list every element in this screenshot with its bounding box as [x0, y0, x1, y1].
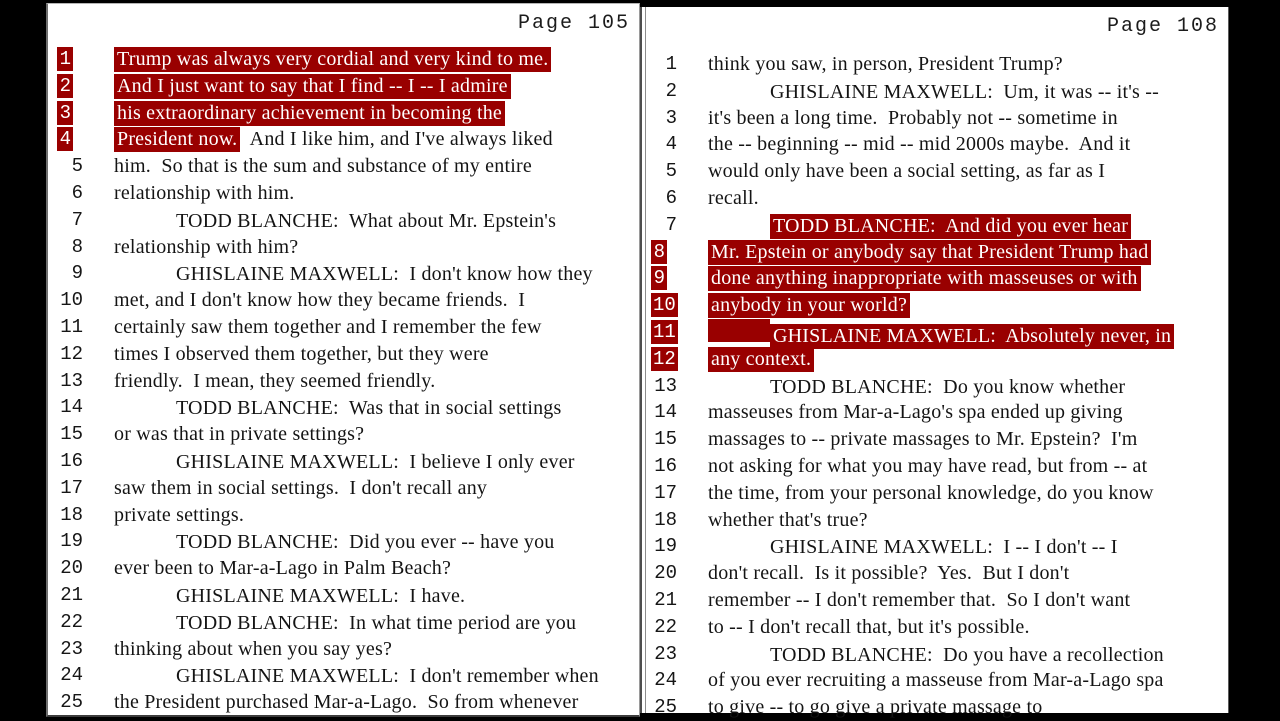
transcript-line — [642, 641, 1228, 668]
line-text — [708, 560, 1069, 587]
line-text — [114, 368, 435, 395]
line-number: 22 — [654, 615, 677, 638]
line-text — [708, 265, 1141, 292]
highlighted-text-segment: TODD BLANCHE: And did you ever hear — [770, 214, 1131, 239]
transcript-line — [642, 131, 1228, 158]
line-number: 19 — [654, 535, 677, 558]
transcript-line — [48, 314, 639, 341]
transcript-page-108 — [640, 7, 1229, 719]
transcript-line — [642, 185, 1228, 212]
transcript-line — [642, 292, 1228, 319]
text-segment: massages to -- private massages to Mr. Epstein? I'm — [708, 428, 1138, 451]
line-number: 15 — [654, 428, 677, 451]
transcript-line — [48, 126, 639, 153]
line-number: 2 — [665, 79, 677, 102]
text-segment: not asking for what you may have read, but from -- at — [708, 454, 1148, 477]
transcript-line — [48, 207, 639, 234]
line-text — [114, 448, 575, 476]
line-text — [708, 533, 1118, 561]
text-segment: GHISLAINE MAXWELL: I believe I only ever — [176, 450, 575, 473]
transcript-line — [48, 582, 639, 609]
line-text — [114, 609, 576, 637]
line-number: 1 — [665, 53, 677, 75]
text-segment: of you ever recruiting a masseuse from Mar-a-Lago spa — [708, 669, 1164, 692]
transcript-line — [48, 475, 639, 502]
tab-indent — [114, 528, 176, 548]
line-number: 14 — [654, 401, 677, 424]
line-number: 25 — [654, 696, 677, 719]
text-segment: GHISLAINE MAXWELL: I don't remember when — [176, 665, 599, 688]
text-segment: GHISLAINE MAXWELL: Um, it was -- it's -- — [770, 80, 1159, 103]
transcript-line — [48, 234, 639, 261]
transcript-line — [642, 694, 1228, 721]
line-number: 18 — [60, 503, 83, 526]
line-text — [708, 346, 814, 373]
line-number: 7 — [665, 213, 677, 236]
text-segment: don't recall. Is it possible? Yes. But I don't — [708, 562, 1070, 585]
transcript-line — [642, 105, 1228, 132]
tab-indent — [708, 319, 770, 342]
transcript-line — [642, 667, 1228, 694]
line-text — [708, 399, 1123, 426]
transcript-line — [48, 368, 639, 395]
text-segment: to give -- to go give a private massage to — [708, 696, 1043, 719]
line-number: 24 — [60, 664, 83, 687]
transcript-line — [642, 51, 1228, 78]
line-number: 10 — [60, 289, 83, 312]
transcript-line — [642, 158, 1228, 185]
line-number: 21 — [60, 583, 83, 606]
line-text — [114, 153, 532, 180]
line-text — [114, 180, 295, 207]
text-segment: think you saw, in person, President Trump? — [708, 53, 1063, 75]
line-text — [114, 555, 451, 582]
highlighted-text-segment: done anything inappropriate with masseuses or with — [708, 266, 1141, 291]
line-text — [708, 694, 1042, 721]
page-number-header: Page 108 — [1106, 15, 1219, 38]
tab-indent — [114, 394, 176, 414]
text-segment: remember -- I don't remember that. So I don't want — [708, 588, 1131, 611]
transcript-line — [642, 533, 1228, 560]
line-text — [708, 614, 1030, 641]
text-segment: would only have been a social setting, as far as I — [708, 160, 1106, 183]
line-text — [708, 292, 910, 319]
line-number: 11 — [60, 315, 83, 338]
text-segment: the -- beginning -- mid -- mid 2000s maybe. And it — [708, 133, 1131, 156]
transcript-line — [642, 614, 1228, 641]
page-number-header: Page 105 — [517, 12, 630, 35]
transcript-line — [48, 287, 639, 314]
highlighted-text-segment: his extraordinary achievement in becoming the — [114, 101, 505, 126]
text-segment: ever been to Mar-a-Lago in Palm Beach? — [114, 557, 452, 580]
text-segment: masseuses from Mar-a-Lago's spa ended up giving — [708, 401, 1123, 424]
transcript-line — [642, 239, 1228, 266]
transcript-line — [48, 394, 639, 421]
text-segment: GHISLAINE MAXWELL: I don't know how they — [176, 263, 593, 286]
transcript-line — [48, 46, 639, 73]
line-number-highlighted: 11 — [653, 320, 676, 343]
line-number: 18 — [654, 508, 677, 531]
line-number: 6 — [71, 181, 83, 204]
line-number-highlighted: 10 — [653, 294, 676, 317]
tab-indent — [708, 78, 770, 98]
transcript-line — [48, 100, 639, 127]
line-number: 4 — [665, 133, 677, 156]
line-text — [114, 314, 542, 341]
text-segment: friendly. I mean, they seemed friendly. — [114, 369, 436, 392]
transcript-line — [48, 662, 639, 689]
line-text — [114, 46, 551, 73]
line-text — [114, 421, 364, 448]
text-segment: GHISLAINE MAXWELL: I -- I don't -- I — [770, 536, 1118, 559]
line-text — [114, 287, 525, 314]
line-text — [708, 507, 868, 534]
transcript-line — [642, 319, 1228, 346]
line-number: 21 — [654, 588, 677, 611]
text-segment: TODD BLANCHE: Was that in social settings — [176, 397, 562, 420]
text-segment: times I observed them together, but they were — [114, 342, 489, 365]
line-number: 3 — [665, 106, 677, 129]
line-number: 15 — [60, 423, 83, 446]
tab-indent — [114, 609, 176, 629]
text-segment: TODD BLANCHE: Do you know whether — [770, 375, 1126, 398]
line-number: 23 — [654, 642, 677, 665]
tab-indent — [708, 533, 770, 553]
highlighted-text-segment: Trump was always very cordial and very kind to me. — [114, 47, 551, 72]
highlighted-text-segment: anybody in your world? — [708, 293, 910, 318]
line-number: 12 — [60, 342, 83, 365]
highlighted-text-segment: And I just want to say that I find -- I -- I admire — [114, 74, 511, 99]
transcript-line — [642, 426, 1228, 453]
line-text — [708, 158, 1105, 185]
text-segment: relationship with him. — [114, 181, 295, 204]
transcript-lines — [642, 51, 1228, 721]
tab-indent — [114, 662, 176, 682]
transcript-line — [642, 346, 1228, 373]
transcript-line — [642, 480, 1228, 507]
text-segment: him. So that is the sum and substance of my entire — [114, 155, 532, 178]
transcript-line — [48, 689, 639, 716]
tab-indent — [708, 641, 770, 661]
transcript-line — [642, 265, 1228, 292]
text-segment: the time, from your personal knowledge, do you know — [708, 481, 1154, 504]
transcript-line — [48, 180, 639, 207]
transcript-line — [642, 453, 1228, 480]
text-segment: TODD BLANCHE: Did you ever -- have you — [176, 531, 555, 554]
line-text — [708, 587, 1130, 614]
highlighted-text-segment: GHISLAINE MAXWELL: Absolutely never, in — [770, 324, 1174, 349]
text-segment: TODD BLANCHE: What about Mr. Epstein's — [176, 209, 557, 232]
transcript-line — [642, 587, 1228, 614]
line-text — [114, 207, 556, 235]
line-text — [114, 502, 244, 529]
line-number: 16 — [654, 454, 677, 477]
transcript-page-105 — [46, 3, 640, 717]
line-text — [708, 105, 1118, 132]
text-segment: to -- I don't recall that, but it's possible. — [708, 615, 1030, 638]
line-text — [708, 239, 1151, 266]
line-text — [114, 100, 505, 127]
highlighted-text-segment: any context. — [708, 347, 814, 372]
transcript-line — [642, 212, 1228, 239]
text-segment: relationship with him? — [114, 235, 299, 258]
line-number: 13 — [60, 369, 83, 392]
line-text — [708, 51, 1063, 78]
transcript-line — [48, 73, 639, 100]
text-segment: GHISLAINE MAXWELL: I have. — [176, 584, 466, 607]
line-text — [708, 426, 1137, 453]
line-number: 19 — [60, 530, 83, 553]
line-number: 22 — [60, 610, 83, 633]
line-number: 17 — [60, 476, 83, 499]
transcript-line — [48, 636, 639, 663]
text-segment: saw them in social settings. I don't recall any — [114, 476, 488, 499]
line-text — [114, 260, 593, 288]
text-segment: TODD BLANCHE: Do you have a recollection — [770, 643, 1164, 666]
transcript-line — [48, 502, 639, 529]
line-text — [114, 475, 487, 502]
line-text — [708, 78, 1159, 106]
line-number-highlighted: 8 — [651, 240, 667, 264]
transcript-line — [642, 399, 1228, 426]
text-segment: private settings. — [114, 503, 245, 526]
line-text — [114, 394, 561, 422]
text-segment: certainly saw them together and I remember the few — [114, 315, 542, 338]
tab-indent — [114, 448, 176, 468]
line-text — [708, 185, 759, 212]
line-text — [114, 582, 465, 610]
line-text — [708, 480, 1154, 507]
line-text — [114, 126, 553, 153]
transcript-line — [48, 448, 639, 475]
transcript-line — [48, 153, 639, 180]
line-number: 16 — [60, 449, 83, 472]
tab-indent — [114, 207, 176, 227]
text-segment: it's been a long time. Probably not -- sometime in — [708, 106, 1118, 129]
line-number: 8 — [71, 235, 83, 258]
text-segment: whether that's true? — [708, 508, 868, 531]
line-text — [708, 131, 1130, 158]
transcript-line — [642, 78, 1228, 105]
line-number-highlighted: 12 — [653, 347, 676, 370]
tab-indent — [708, 212, 770, 232]
line-number: 7 — [71, 208, 83, 231]
transcript-line — [48, 260, 639, 287]
line-number: 6 — [665, 186, 677, 209]
transcript-lines — [48, 46, 639, 716]
line-text — [708, 641, 1164, 669]
line-number: 5 — [665, 160, 677, 183]
transcript-line — [48, 528, 639, 555]
line-text — [708, 373, 1125, 401]
tab-indent — [114, 260, 176, 280]
line-text — [114, 689, 579, 716]
line-number-highlighted: 3 — [57, 101, 73, 125]
line-number-highlighted: 9 — [651, 266, 667, 290]
text-segment: TODD BLANCHE: In what time period are you — [176, 611, 577, 634]
text-segment: met, and I don't know how they became friends. I — [114, 289, 526, 312]
line-text — [708, 212, 1131, 240]
tab-indent — [708, 373, 770, 393]
text-segment: And I like him, and I've always liked — [240, 128, 553, 151]
line-text — [114, 73, 511, 100]
line-number-highlighted: 4 — [57, 127, 73, 151]
transcript-line — [48, 609, 639, 636]
transcript-line — [642, 373, 1228, 400]
tab-indent — [114, 582, 176, 602]
transcript-line — [48, 421, 639, 448]
transcript-line — [642, 507, 1228, 534]
line-text — [114, 528, 554, 556]
line-number: 24 — [654, 669, 677, 692]
line-text — [708, 453, 1147, 480]
line-number-highlighted: 1 — [57, 47, 73, 71]
line-text — [114, 341, 489, 368]
line-number: 14 — [60, 396, 83, 419]
line-number: 20 — [654, 562, 677, 585]
text-segment: or was that in private settings? — [114, 423, 365, 446]
line-number: 23 — [60, 637, 83, 660]
transcript-line — [642, 560, 1228, 587]
highlighted-text-segment: President now. — [114, 127, 240, 152]
line-number-highlighted: 2 — [57, 74, 73, 98]
text-segment: thinking about when you say yes? — [114, 637, 393, 660]
text-segment: recall. — [708, 186, 759, 209]
line-text — [114, 662, 599, 690]
line-text — [114, 636, 392, 663]
transcript-line — [48, 341, 639, 368]
line-number: 25 — [60, 691, 83, 714]
line-number: 9 — [71, 262, 83, 285]
line-text — [708, 667, 1164, 694]
line-number: 5 — [71, 155, 83, 178]
line-number: 20 — [60, 557, 83, 580]
highlighted-text-segment: Mr. Epstein or anybody say that President Trump had — [708, 240, 1151, 265]
line-number: 17 — [654, 481, 677, 504]
text-segment: the President purchased Mar-a-Lago. So from whenever — [114, 691, 579, 714]
line-number: 13 — [654, 374, 677, 397]
line-text — [114, 234, 298, 261]
transcript-line — [48, 555, 639, 582]
